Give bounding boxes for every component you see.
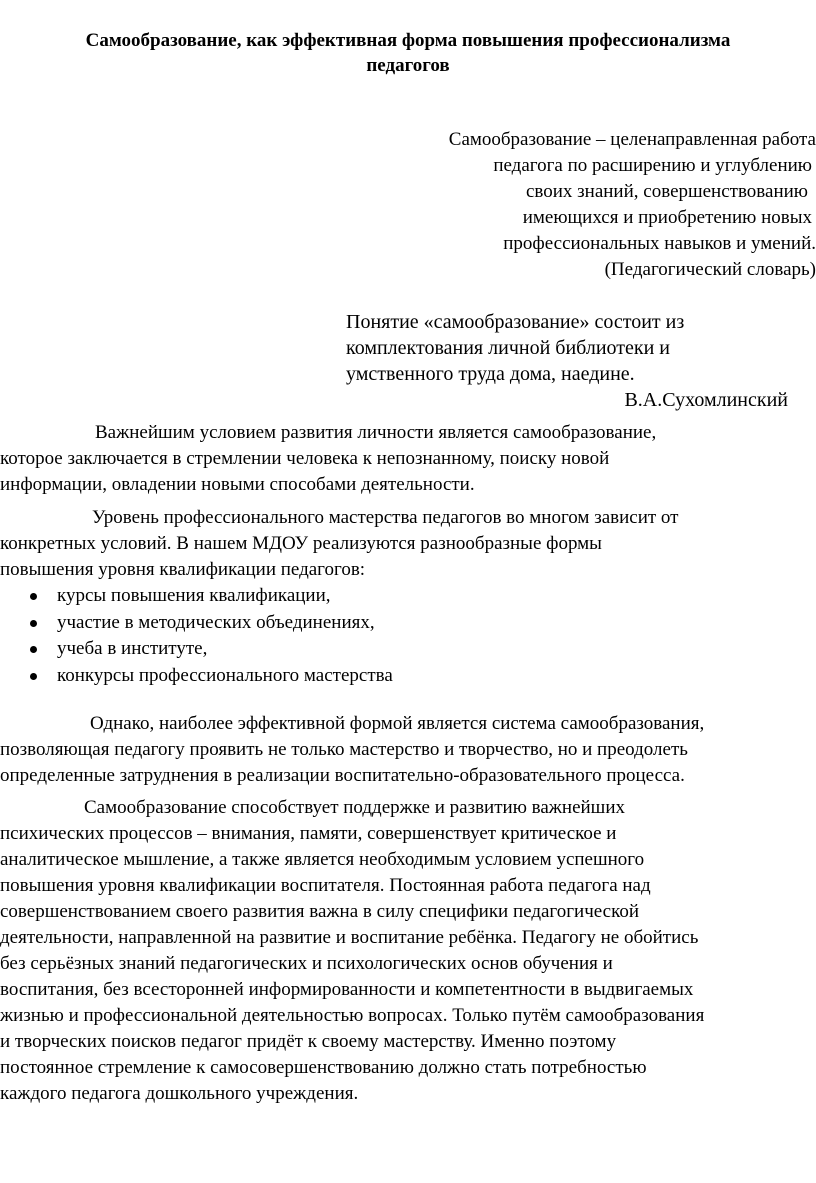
- quote-line: комплектования личной библиотеки и: [346, 337, 670, 359]
- epigraph-line: имеющихся и приобретению новых: [522, 207, 812, 228]
- bullet-icon: [30, 620, 37, 627]
- epigraph-source: (Педагогический словарь): [604, 259, 816, 280]
- quote-line: Понятие «самообразование» состоит из: [346, 311, 685, 333]
- epigraph-line: профессиональных навыков и умений.: [503, 233, 816, 254]
- paragraph-line: повышения уровня квалификации педагогов:: [0, 559, 366, 580]
- paragraph-line: Самообразование способствует поддержке и развитию важнейших: [84, 797, 625, 818]
- qualification-forms-list: [0, 583, 816, 689]
- epigraph-line: педагога по расширению и углублению: [493, 155, 812, 176]
- bullet-icon: [30, 673, 37, 680]
- list-item-text: участие в методических объединениях,: [57, 611, 375, 633]
- paragraph-line: Важнейшим условием развития личности является самообразование,: [95, 422, 657, 443]
- epigraph-definition: [376, 127, 816, 283]
- paragraph-line: психических процессов – внимания, памяти, совершенствует критическое и: [0, 823, 617, 844]
- paragraph-line: информации, овладении новыми способами деятельности.: [0, 474, 475, 495]
- paragraph-line: аналитическое мышление, а также является необходимым условием успешного: [0, 849, 645, 870]
- bullet-icon: [30, 646, 37, 653]
- paragraph-line: совершенствованием своего развития важна в силу специфики педагогической: [0, 901, 640, 922]
- paragraph-line: определенные затруднения в реализации воспитательно-образовательного процесса.: [0, 765, 685, 786]
- list-item: [0, 583, 816, 610]
- epigraph-line: своих знаний, совершенствованию: [525, 181, 808, 202]
- list-item-text: конкурсы профессионального мастерства: [57, 664, 393, 686]
- list-item: [0, 610, 816, 637]
- paragraph-line: каждого педагога дошкольного учреждения.: [0, 1083, 359, 1104]
- paragraph-line: и творческих поисков педагог придёт к своему мастерству. Именно поэтому: [0, 1031, 617, 1052]
- paragraph-line: позволяющая педагогу проявить не только мастерство и творчество, но и преодолеть: [0, 739, 688, 760]
- paragraph-mastery-level: [0, 505, 816, 583]
- list-item: [0, 636, 816, 663]
- epigraph-line: Самообразование – целенаправленная работа: [448, 129, 816, 150]
- paragraph-line: постоянное стремление к самосовершенствованию должно стать потребностью: [0, 1057, 647, 1078]
- epigraph-quote: [346, 309, 796, 413]
- paragraph-line: жизнью и профессиональной деятельностью вопросах. Только путём самообразования: [0, 1005, 705, 1026]
- quote-line: умственного труда дома, наедине.: [346, 363, 635, 385]
- paragraph-line: воспитания, без всесторонней информированности и компетентности в выдвигаемых: [0, 979, 694, 1000]
- title-line: Самообразование, как эффективная форма повышения профессионализма: [85, 30, 731, 51]
- bullet-icon: [30, 593, 37, 600]
- paragraph-line: Однако, наиболее эффективной формой является система самообразования,: [90, 713, 705, 734]
- paragraph-effective-form: [0, 711, 816, 789]
- paragraph-line: которое заключается в стремлении человека к непознанному, поиску новой: [0, 448, 610, 469]
- list-item-text: курсы повышения квалификации,: [57, 585, 331, 606]
- title-line: педагогов: [366, 55, 450, 76]
- quote-author: В.А.Сухомлинский: [624, 389, 788, 411]
- paragraph-line: повышения уровня квалификации воспитателя. Постоянная работа педагога над: [0, 875, 651, 896]
- paragraph-line: деятельности, направленной на развитие и воспитание ребёнка. Педагогу не обойтись: [0, 927, 699, 948]
- paragraph-line: Уровень профессионального мастерства педагогов во многом зависит от: [92, 507, 679, 528]
- list-item: [0, 663, 816, 690]
- paragraph-personality: [0, 420, 816, 498]
- paragraph-self-education-benefits: [0, 795, 816, 1107]
- paragraph-line: конкретных условий. В нашем МДОУ реализуются разнообразные формы: [0, 533, 602, 554]
- document-title: [0, 28, 816, 78]
- paragraph-line: без серьёзных знаний педагогических и психологических основ обучения и: [0, 953, 613, 974]
- list-item-text: учеба в институте,: [57, 638, 208, 659]
